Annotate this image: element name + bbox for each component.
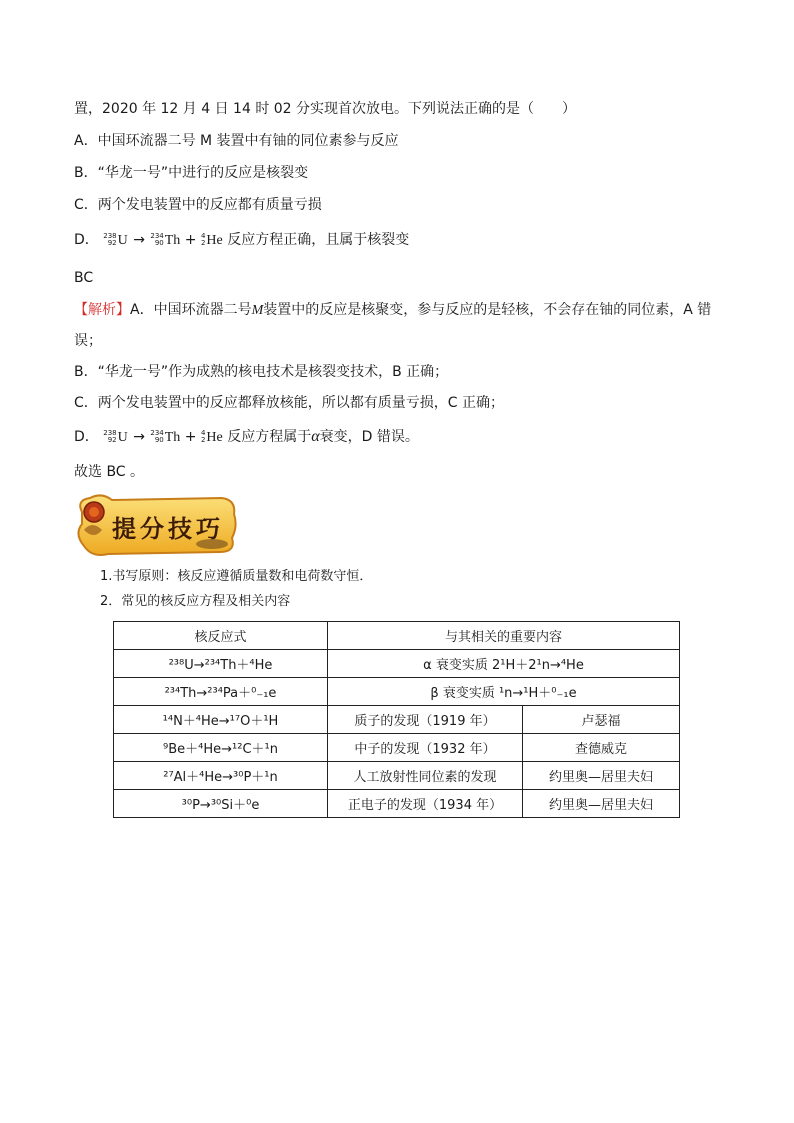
th-number: 90 — [154, 239, 164, 247]
analysis-d-suffix: 衰变，D 错误。 — [319, 429, 419, 445]
option-d-suffix: 反应方程正确，且属于核裂变 — [227, 232, 410, 248]
u-symbol: U — [117, 430, 128, 445]
table-row — [114, 762, 680, 790]
cell-content: 质子的发现（1919 年） — [328, 706, 523, 734]
analysis-d-mid: 反应方程属于 — [227, 429, 312, 445]
analysis-a-m: M — [251, 303, 264, 318]
header-content: 与其相关的重要内容 — [328, 622, 680, 650]
u-mass: 238 — [103, 232, 117, 240]
cell-equation: ³⁰P→³⁰Si＋⁰e — [114, 790, 328, 818]
he-symbol: He — [206, 233, 223, 248]
u-mass: 238 — [103, 429, 117, 437]
banner-title: 提分技巧 — [112, 514, 224, 543]
option-a: A．中国环流器二号 M 装置中有铀的同位素参与反应 — [74, 133, 399, 149]
he-symbol: He — [206, 430, 223, 445]
analysis-c: C．两个发电装置中的反应都释放核能，所以都有质量亏损，C 正确； — [74, 395, 504, 411]
plus-sign: + — [184, 232, 197, 248]
tip-list-title: 2．常见的核反应方程及相关内容 — [100, 594, 291, 609]
cell-equation: ⁹Be＋⁴He→¹²C＋¹n — [114, 734, 328, 762]
cell-discoverer: 查德威克 — [523, 734, 680, 762]
tips-banner — [72, 490, 240, 560]
th-symbol: Th — [164, 430, 181, 445]
table-row — [114, 790, 680, 818]
table-header-row — [114, 622, 680, 650]
question-stem: 置，2020 年 12 月 4 日 14 时 02 分实现首次放电。下列说法正确的是（ ） — [74, 101, 577, 117]
tip-rule: 1.书写原则：核反应遵循质量数和电荷数守恒． — [100, 569, 373, 584]
header-equation: 核反应式 — [114, 622, 328, 650]
cell-discoverer: 卢瑟福 — [523, 706, 680, 734]
answer: BC — [74, 270, 94, 286]
cell-content: 人工放射性同位素的发现 — [328, 762, 523, 790]
cell-content: 正电子的发现（1934 年） — [328, 790, 523, 818]
alpha-symbol: α — [311, 428, 320, 445]
nuclide-he-2 — [201, 427, 223, 448]
analysis-d-prefix: D． — [74, 429, 99, 445]
analysis-a-post: 装置中的反应是核聚变，参与反应的是轻核，不会存在铀的同位素，A 错 — [263, 302, 712, 318]
reaction-arrow: → — [133, 232, 145, 248]
cell-equation: ²³⁴Th→²³⁴Pa＋⁰₋₁e — [114, 678, 328, 706]
table-row — [114, 706, 680, 734]
cell-discoverer: 约里奥—居里夫妇 — [523, 790, 680, 818]
th-mass: 234 — [150, 429, 164, 437]
option-d-prefix: D． — [74, 232, 99, 248]
cell-equation: ²³⁸U→²³⁴Th＋⁴He — [114, 650, 328, 678]
plus-sign: + — [184, 429, 197, 445]
nuclide-th — [150, 230, 180, 251]
th-number: 90 — [154, 436, 164, 444]
he-mass: 4 — [200, 232, 206, 240]
reaction-arrow: → — [133, 429, 145, 445]
cell-equation: ²⁷Al＋⁴He→³⁰P＋¹n — [114, 762, 328, 790]
he-number: 2 — [200, 239, 206, 247]
table-row — [114, 650, 680, 678]
option-b: B．“华龙一号”中进行的反应是核裂变 — [74, 165, 309, 181]
conclusion: 故选 BC 。 — [74, 464, 145, 480]
u-symbol: U — [117, 233, 128, 248]
analysis-tag: 【解析】 — [74, 302, 130, 318]
table-row — [114, 734, 680, 762]
th-mass: 234 — [150, 232, 164, 240]
u-number: 92 — [107, 239, 117, 247]
nuclide-u — [103, 230, 128, 251]
th-symbol: Th — [164, 233, 181, 248]
table-row — [114, 678, 680, 706]
option-c: C．两个发电装置中的反应都有质量亏损 — [74, 197, 322, 213]
cell-content: β 衰变实质 ¹n→¹H＋⁰₋₁e — [328, 678, 680, 706]
analysis-a-line2: 误； — [74, 333, 102, 349]
cell-equation: ¹⁴N＋⁴He→¹⁷O＋¹H — [114, 706, 328, 734]
analysis-a-pre: A．中国环流器二号 — [130, 302, 252, 318]
analysis-d — [74, 427, 419, 448]
cell-content: α 衰变实质 2¹H＋2¹n→⁴He — [328, 650, 680, 678]
u-number: 92 — [107, 436, 117, 444]
analysis-a-line1 — [74, 300, 711, 321]
nuclear-reaction-table — [113, 621, 680, 818]
nuclide-he — [201, 230, 223, 251]
cell-discoverer: 约里奥—居里夫妇 — [523, 762, 680, 790]
analysis-b: B．“华龙一号”作为成熟的核电技术是核裂变技术，B 正确； — [74, 364, 449, 380]
cell-content: 中子的发现（1932 年） — [328, 734, 523, 762]
nuclide-u-2 — [103, 427, 128, 448]
option-d — [74, 230, 409, 251]
he-mass: 4 — [200, 429, 206, 437]
nuclide-th-2 — [150, 427, 180, 448]
he-number: 2 — [200, 436, 206, 444]
